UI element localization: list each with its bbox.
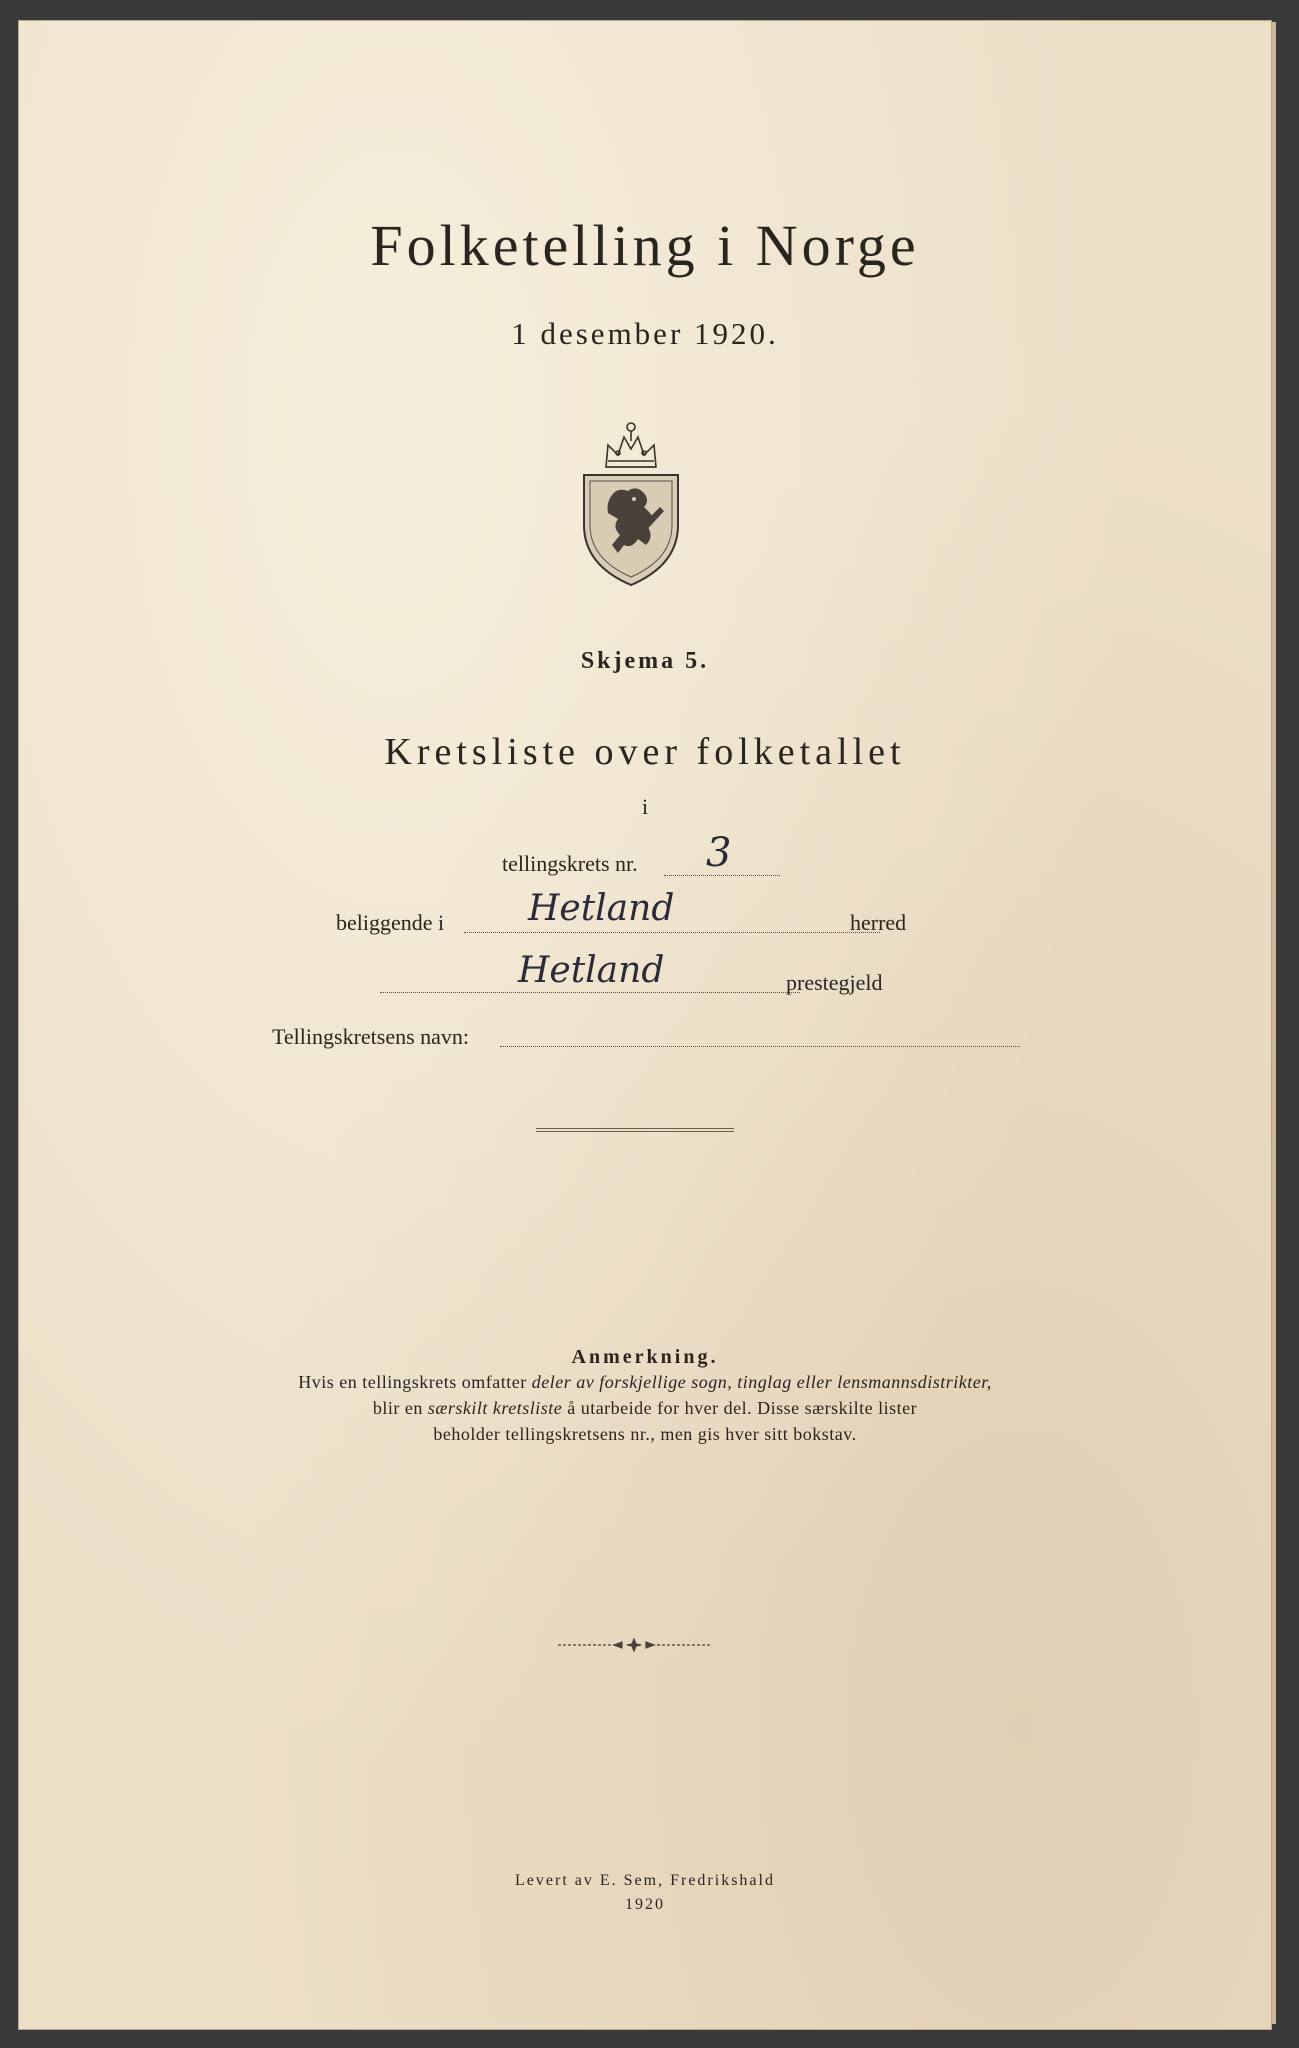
note-line-1a: Hvis en tellingskrets omfatter xyxy=(298,1372,532,1392)
note-line-1b: deler av forskjellige sogn, tinglag eller lensmannsdistrikter, xyxy=(531,1372,992,1392)
note-line-2 xyxy=(18,1398,1272,1419)
note-line-2a: blir en xyxy=(372,1398,428,1418)
note-line-3: beholder tellingskretsens nr., men gis hver sitt bokstav. xyxy=(433,1424,857,1444)
krets-name-label: Tellingskretsens navn: xyxy=(272,1024,470,1049)
note-line-1 xyxy=(18,1372,1272,1393)
section-divider xyxy=(536,1128,734,1132)
beliggende-line xyxy=(464,932,880,933)
krets-name-line xyxy=(500,1046,1020,1047)
krets-number-label: tellingskrets nr. xyxy=(502,851,638,876)
schema-number: Skjema 5. xyxy=(580,648,710,674)
beliggende-label: beliggende i xyxy=(336,910,445,935)
note-line-2b: særskilt kretsliste xyxy=(427,1398,563,1418)
printer-credit: Levert av E. Sem, Fredrikshald xyxy=(515,1872,775,1889)
form-subtitle: Kretsliste over folketallet xyxy=(384,731,906,773)
beliggende-value: Hetland xyxy=(528,888,675,929)
form-date: 1 desember 1920. xyxy=(511,316,779,351)
prestegjeld-value: Hetland xyxy=(518,950,665,991)
printer-year: 1920 xyxy=(625,1896,665,1913)
census-form-page xyxy=(18,20,1272,2030)
form-title: Folketelling i Norge xyxy=(370,213,920,278)
preposition-text: i xyxy=(641,794,649,819)
note-line-2c: å utarbeide for hver del. Disse særskilte lister xyxy=(562,1398,918,1418)
norwegian-coat-of-arms-icon xyxy=(578,415,684,587)
note-heading: Anmerkning. xyxy=(571,1346,719,1368)
krets-number-value: 3 xyxy=(706,830,732,876)
ornament-divider-icon xyxy=(558,1638,710,1652)
prestegjeld-label: prestegjeld xyxy=(786,970,883,995)
herred-label: herred xyxy=(850,910,907,935)
prestegjeld-line xyxy=(380,992,800,993)
